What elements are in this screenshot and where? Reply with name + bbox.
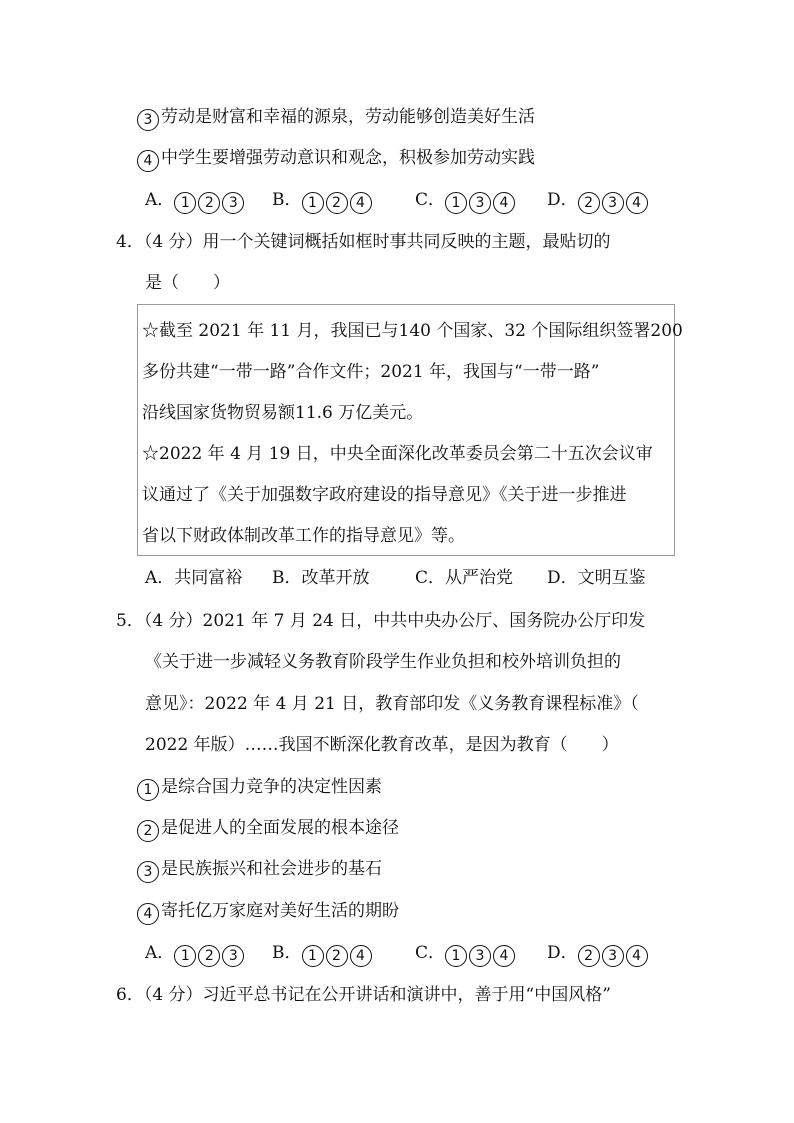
- q5-stem-cont: 意见》：2022 年 4 月 21 日，教育部印发《义务教育课程标准》（: [145, 694, 639, 714]
- q4-option-c[interactable]: C．从严治党: [415, 568, 514, 588]
- box-line: 省以下财政体制改革工作的指导意见》等。: [142, 526, 465, 546]
- q3-option-d[interactable]: D． 2 3 4: [547, 188, 650, 214]
- q6-stem: 6．（4 分）习近平总书记在公开讲话和演讲中，善于用“中国风格”: [116, 985, 611, 1005]
- q5-item-3: 3 是民族振兴和社会进步的基石: [137, 857, 382, 883]
- q5-stem-cont: 2022 年版）……我国不断深化教育改革，是因为教育（ ）: [145, 735, 619, 755]
- q3-option-a[interactable]: A． 1 2 3: [145, 188, 246, 214]
- circled-number: 3: [137, 861, 159, 883]
- q5-option-c[interactable]: C． 1 3 4: [415, 941, 517, 967]
- q5-item-1: 1 是综合国力竞争的决定性因素: [137, 775, 382, 801]
- circled-number: 2: [137, 820, 159, 842]
- box-line: 多份共建“一带一路”合作文件；2021 年，我国与“一带一路”: [142, 362, 600, 382]
- q5-option-a[interactable]: A． 1 2 3: [145, 941, 246, 967]
- news-box: [137, 304, 683, 556]
- box-line: ☆截至 2021 年 11 月，我国已与140 个国家、32 个国际组织签署200: [142, 321, 683, 341]
- box-line: ☆2022 年 4 月 19 日，中央全面深化改革委员会第二十五次会议审: [142, 444, 653, 464]
- q5-stem: 5．（4 分）2021 年 7 月 24 日，中共中央办公厅、国务院办公厅印发: [116, 611, 646, 631]
- q4-stem: 4．（4 分）用一个关键词概括如框时事共同反映的主题，最贴切的: [116, 232, 611, 252]
- q4-stem-cont: 是（ ）: [145, 273, 230, 293]
- q3-option-b[interactable]: B． 1 2 4: [272, 188, 374, 214]
- q5-stem-cont: 《关于进一步减轻义务教育阶段学生作业负担和校外培训负担的: [145, 652, 621, 672]
- q5-option-d[interactable]: D． 2 3 4: [547, 941, 650, 967]
- q5-option-b[interactable]: B． 1 2 4: [272, 941, 374, 967]
- q6-number: 6．: [116, 985, 144, 1005]
- q5-item-4: 4 寄托亿万家庭对美好生活的期盼: [137, 899, 399, 925]
- circled-number: 1: [137, 779, 159, 801]
- q3-option-c[interactable]: C． 1 3 4: [415, 188, 517, 214]
- q4-option-b[interactable]: B．改革开放: [272, 568, 370, 588]
- q3-item-3: 3 劳动是财富和幸福的源泉，劳动能够创造美好生活: [137, 105, 535, 131]
- box-line: 议通过了《关于加强数字政府建设的指导意见》《关于进一步推进: [142, 485, 627, 505]
- circled-number: 4: [137, 150, 159, 172]
- circled-number: 4: [137, 903, 159, 925]
- q5-number: 5．: [116, 611, 144, 631]
- box-line: 沿线国家货物贸易额11.6 万亿美元。: [142, 403, 424, 423]
- q4-option-a[interactable]: A．共同富裕: [145, 568, 243, 588]
- q4-option-d[interactable]: D．文明互鉴: [547, 568, 646, 588]
- q5-item-2: 2 是促进人的全面发展的根本途径: [137, 816, 399, 842]
- circled-number: 3: [137, 109, 159, 131]
- q3-item-4: 4 中学生要增强劳动意识和观念，积极参加劳动实践: [137, 146, 535, 172]
- q4-number: 4．: [116, 232, 144, 252]
